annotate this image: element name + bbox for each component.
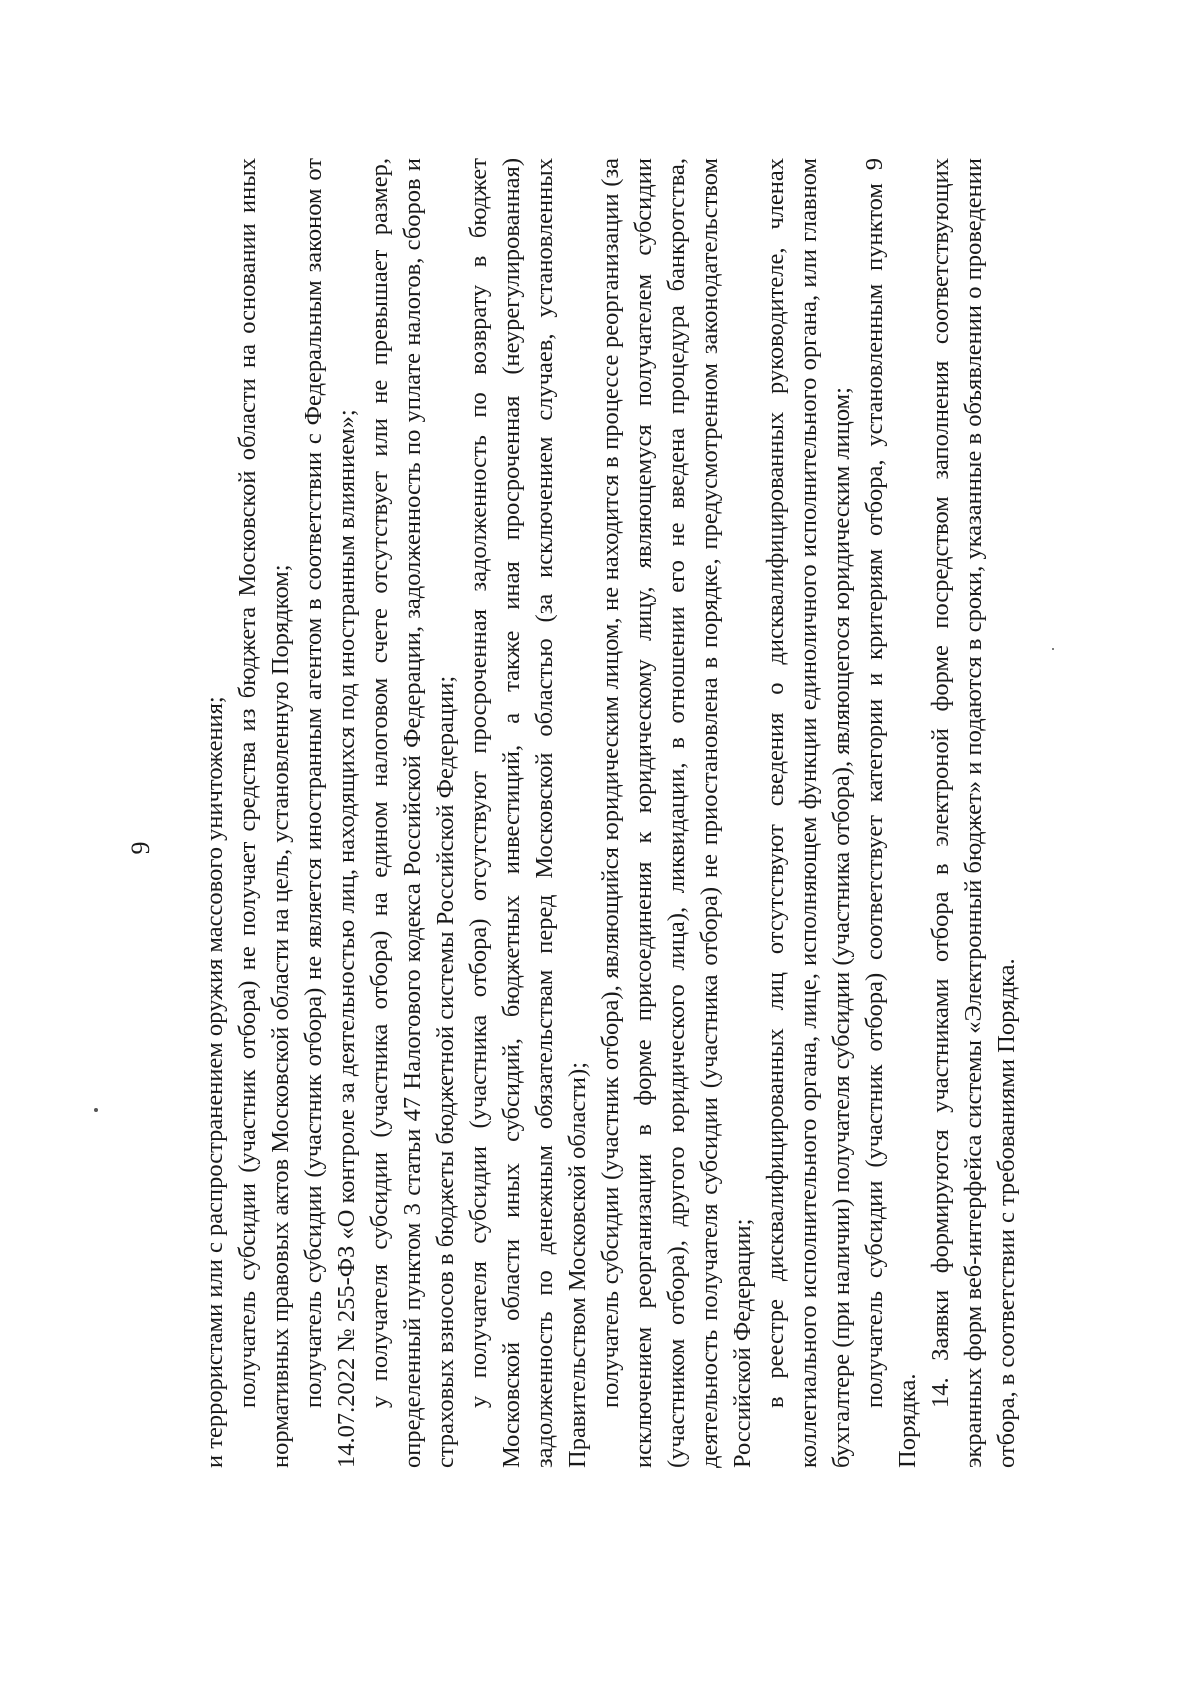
scan-speck: [1052, 648, 1054, 650]
paragraph: у получателя субсидии (участника отбора) на едином налоговом счете отсутствует или не превышает размер, определенный пунктом 3 статьи 47 Налогового кодекса Российской Федерации, задолженность по уплате налогов, сборов и страховых взносов в бюджеты бюджетной системы Российской Федерации;: [366, 158, 459, 1468]
paragraph: получатель субсидии (участник отбора) не получает средства из бюджета Московской области на основании иных нормативных правовых актов Московской области на цель, установленную Порядком;: [234, 158, 294, 1468]
paragraph: 14. Заявки формируются участниками отбора в электроной форме посредством заполнения соответствующих экранных форм веб-интерфейса системы «Электронный бюджет» и подаются в сроки, указанные в объявлении о проведении отбора, в соответствии с требованиями Порядка.: [927, 158, 1020, 1468]
paragraph: получатель субсидии (участник отбора) соответствует категории и критериям отбора, установленным пунктом 9 Порядка.: [861, 158, 921, 1468]
paragraph: и террористами или с распространением оружия массового уничтожения;: [201, 696, 228, 1468]
paragraph: получатель субсидии (участник отбора), являющийся юридическим лицом, не находится в процессе реорганизации (за исключением реорганизации в форме присоединения к юридическому лицу, являющемуся получателем субсидии (участником отбора), другого юридического лица), ликвидации, в отношении его не введена процедура банкротства, деятельность получателя субсидии (участника отбора) не приостановлена в порядке, предусмотренном законодательством Российской Федерации;: [597, 158, 756, 1468]
paragraph: в реестре дисквалифицированных лиц отсутствуют сведения о дисквалифицированных руководителе, членах коллегиального исполнительного органа, лице, исполняющем функции единоличного исполнительного органа, или главном бухгалтере (при наличии) получателя субсидии (участника отбора), являющегося юридическим лицом;: [762, 158, 855, 1468]
paragraph: у получателя субсидии (участника отбора) отсутствуют просроченная задолженность по возврату в бюджет Московской области иных субсидий, бюджетных инвестиций, а также иная просроченная (неурегулированная) задолженность по денежным обязательствам перед Московской областью (за исключением случаев, установленных Правительством Московской области);: [465, 158, 591, 1468]
scan-speck: [94, 1108, 98, 1112]
page-number: 9: [126, 841, 155, 855]
rotated-document-body: [126, 68, 1050, 1628]
paragraph: получатель субсидии (участник отбора) не является иностранным агентом в соответствии с Федеральным законом от 14.07.2022 № 255-ФЗ «О контроле за деятельностью лиц, находящихся под иностранным влиянием»;: [300, 158, 360, 1468]
